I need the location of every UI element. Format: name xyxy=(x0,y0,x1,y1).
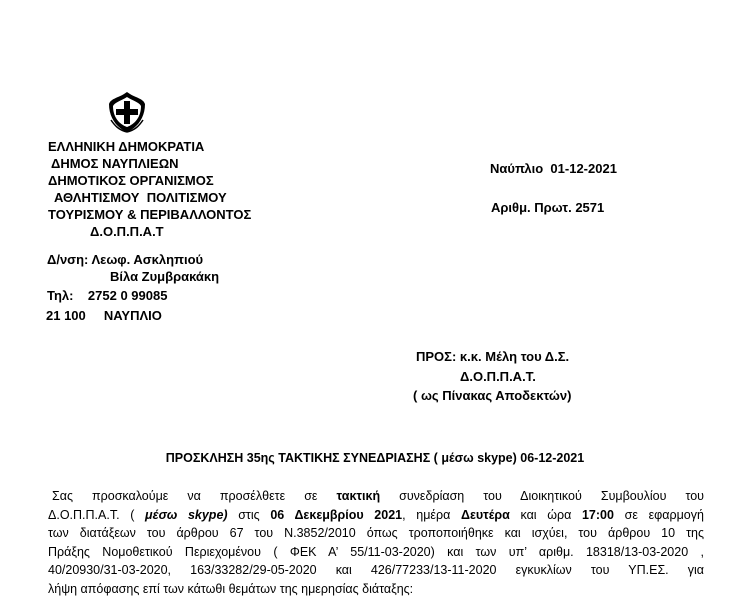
header-line-country: ΕΛΛΗΝΙΚΗ ΔΗΜΟΚΡΑΤΙΑ xyxy=(48,139,205,154)
text-on: στις xyxy=(238,507,260,522)
paragraph-line-2 xyxy=(48,506,704,525)
text-via-skype: μέσω skype) xyxy=(145,507,228,522)
header-line-phone: Τηλ: 2752 0 99085 xyxy=(47,288,168,303)
text-time-label: και ώρα xyxy=(520,507,572,522)
text-time: 17:00 xyxy=(581,507,614,522)
paragraph-line-4: Πράξης Νομοθετικού Περιεχομένου ( ΦΕΚ Α’ 55/11-03-2020) και των υπ’ αριθμ. 18318/13-03-2020 , xyxy=(48,544,704,559)
header-line-address: Δ/νση: Λεωφ. Ασκληπιού xyxy=(47,252,204,267)
recipients-line-1: ΠΡΟΣ: κ.κ. Μέλη του Δ.Σ. xyxy=(416,349,570,364)
recipients-line-3: ( ως Πίνακας Αποδεκτών) xyxy=(413,388,572,403)
header-line-building: Βίλα Ζυμβρακάκη xyxy=(110,269,220,284)
paragraph-line-3: των διατάξεων του άρθρου 67 του Ν.3852/2010 όπως τροποποιήθηκε και ισχύει, του άρθρου 10 της xyxy=(48,526,704,540)
invitation-paragraph xyxy=(48,487,704,598)
text-date: 06 Δεκεμβρίου 2021 xyxy=(270,507,403,522)
protocol-number: Αριθμ. Πρωτ. 2571 xyxy=(491,200,605,215)
header-line-acronym: Δ.Ο.Π.Π.Α.Τ xyxy=(90,224,164,239)
greek-emblem-icon xyxy=(105,90,149,134)
subject-heading: ΠΡΟΣΚΛΗΣΗ 35ης ΤΑΚΤΙΚΗΣ ΣΥΝΕΔΡΙΑΣΗΣ ( μέσω skype) 06-12-2021 xyxy=(165,451,585,465)
text-invite: Σας προσκαλούμε να προσέλθετε σε xyxy=(52,489,318,503)
text-regular-session: τακτική xyxy=(336,489,381,503)
header-line-organization-2: ΑΘΛΗΤΙΣΜΟΥ ΠΟΛΙΤΙΣΜΟΥ xyxy=(54,190,227,205)
paragraph-line-1 xyxy=(48,487,704,506)
place-date: Ναύπλιο 01-12-2021 xyxy=(490,161,617,176)
header-line-organization-3: ΤΟΥΡΙΣΜΟΥ & ΠΕΡΙΒΑΛΛΟΝΤΟΣ xyxy=(48,207,252,222)
text-weekday: Δευτέρα xyxy=(460,507,510,522)
text-day-label: , ημέρα xyxy=(402,507,451,522)
text-board: συνεδρίαση του Διοικητικού Συμβουλίου του xyxy=(399,489,704,503)
header-line-organization-1: ΔΗΜΟΤΙΚΟΣ ΟΡΓΑΝΙΣΜΟΣ xyxy=(48,173,214,188)
recipients-line-2: Δ.Ο.Π.Π.Α.Τ. xyxy=(460,369,536,384)
paragraph-line-5: 40/20930/31-03-2020, 163/33282/29-05-2020 και 426/77233/13-11-2020 εγκυκλίων του ΥΠ.ΕΣ. για xyxy=(48,563,704,577)
text-application: σε εφαρμογή xyxy=(624,507,704,522)
header-line-municipality: ΔΗΜΟΣ ΝΑΥΠΛΙΕΩΝ xyxy=(51,156,179,171)
header-line-postcode-city: 21 100 ΝΑΥΠΛΙΟ xyxy=(46,308,162,323)
paragraph-line-6: λήψη απόφασης επί των κάτωθι θεμάτων της ημερησίας διάταξης: xyxy=(48,581,414,596)
text-org: Δ.Ο.Π.Π.Α.Τ. ( xyxy=(48,507,135,522)
